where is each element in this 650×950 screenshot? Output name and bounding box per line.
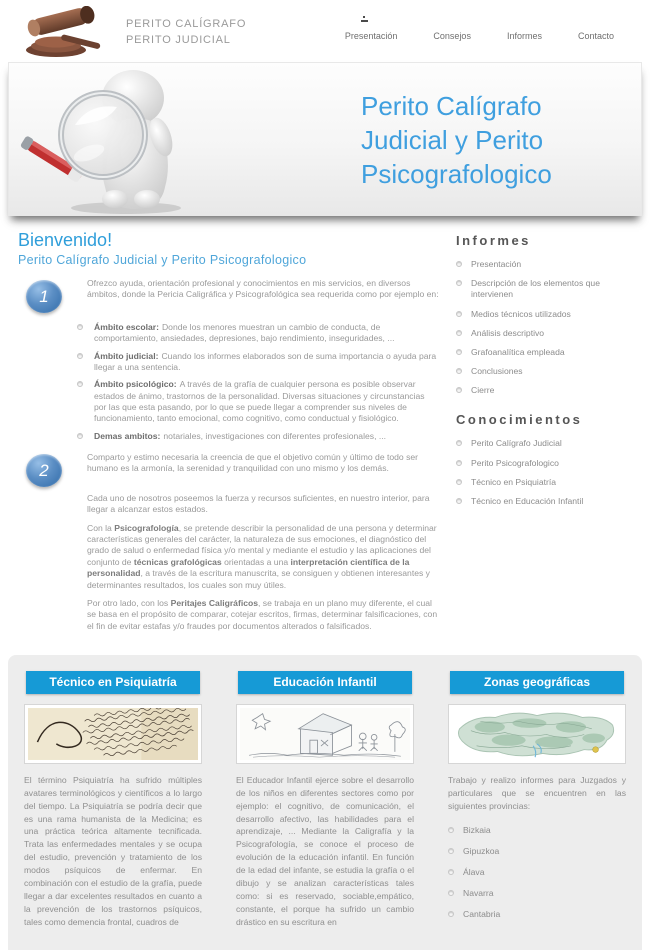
hero-title-line-1: Perito Calígrafo xyxy=(361,91,542,121)
sidebar-item-analisis[interactable] xyxy=(456,328,631,339)
ambito-text xyxy=(94,351,439,374)
circle-bullet-icon xyxy=(456,330,462,336)
nav-item-consejos[interactable] xyxy=(433,31,471,41)
bottom-panels xyxy=(8,655,642,950)
panel-psiquiatria-title[interactable]: Técnico en Psiquiatría xyxy=(26,671,200,694)
sidebar-item-cierre[interactable] xyxy=(456,385,631,396)
circle-bullet-icon xyxy=(448,890,454,896)
sidebar-item-medios[interactable] xyxy=(456,309,631,320)
list-item xyxy=(77,322,439,345)
ambito-lead: Demas ambitos: xyxy=(94,430,161,441)
ambito-desc: Donde los menores muestran un cambio de conducta, de comportamiento, ansiedades, depresiones, bajo rendimiento, inseguridades, ... xyxy=(94,322,395,344)
hero-title-line-3: Psicografologico xyxy=(361,159,552,189)
main-content xyxy=(0,216,650,639)
sidebar-item-label: Técnico en Psiquiatría xyxy=(471,476,557,487)
panel-zonas xyxy=(448,671,626,930)
circle-bullet-icon xyxy=(77,353,83,359)
list-item xyxy=(77,379,439,424)
circle-bullet-icon xyxy=(456,387,462,393)
provinces-list xyxy=(448,825,626,919)
province-item-cantabria xyxy=(448,909,626,919)
handwriting-image xyxy=(24,704,202,764)
point-2-paragraph: Comparto y estimo necesaria la creencia de que el objetivo común y último de todo ser humano es la armonía, la serenidad y tranquilidad con uno mismo y los demás. xyxy=(87,452,419,474)
province-label: Navarra xyxy=(463,887,494,898)
nav-item-presentacion[interactable] xyxy=(345,31,398,41)
page-title: Bienvenido! xyxy=(18,230,113,250)
paragraph-peritajes: Por otro lado, con los Peritajes Caligráficos, se trabaja en un plano muy diferente, el cual se basa en el propósito de comparar, cotejar escritos, firmas, determinar falsificaciones, con el fin de evitar estafas y/o fraudes por documentos alterados o falsificados. xyxy=(87,597,438,631)
circle-bullet-icon xyxy=(456,261,462,267)
sidebar-item-conclusiones[interactable] xyxy=(456,366,631,377)
circle-bullet-icon xyxy=(448,869,454,875)
panel-educacion-text: El Educador Infantil ejerce sobre el desarrollo de los niños en diferentes sectores como por ejemplo: el cognitivo, de comunicación, el desarrollo afectivo, las habilidades para el aprendizaje, ... Mediante la Caligrafía y la Psicografología, se conoce el proceso de evolución de la educación infantil. En función de la edad del infante, se estudia la grafía o el dibujo y se analizan características tales como: si es reservado, sociable,empático, constante, el porque ha sufrido un cambio drástico en su escritura en xyxy=(236,774,414,927)
hero-title xyxy=(361,89,552,191)
numbered-point-2 xyxy=(18,452,442,487)
child-drawing-image xyxy=(236,704,414,764)
sidebar-item-descripcion[interactable] xyxy=(456,278,631,300)
numbered-point-1 xyxy=(18,278,442,313)
paragraph-psicografologia: Con la Psicografología, se pretende describir la personalidad de una persona y determinar características generales del carácter, la naturaleza de sus emociones, el diagnóstico del grado de salud o enfermedad física y/o mental y mediante el estudio y las aplicaciones del conjunto de técnicas grafológicas orientadas a una interpretación científica de la personalidad, a través de la escritura manuscrita, se consiguen y obtienen interesantes y determinantes resultados, los cuales son muy útiles. xyxy=(87,522,437,590)
circle-bullet-icon xyxy=(456,368,462,374)
sidebar xyxy=(456,230,640,639)
circle-bullet-icon xyxy=(77,433,83,439)
ambito-lead: Ámbito escolar: xyxy=(94,322,159,332)
circle-bullet-icon xyxy=(77,324,83,330)
nav-label: Consejos xyxy=(433,31,471,41)
sidebar-item-label: Perito Psicografologico xyxy=(471,457,559,468)
province-item-alava xyxy=(448,867,626,877)
circle-bullet-icon xyxy=(456,460,462,466)
circle-bullet-icon xyxy=(456,311,462,317)
ambito-lead: Ámbito psicológico: xyxy=(94,379,177,390)
welcome-column xyxy=(18,230,442,639)
logo-line-2: PERITO JUDICIAL xyxy=(126,34,231,46)
panel-zonas-title[interactable]: Zonas geográficas xyxy=(450,671,624,694)
list-item xyxy=(77,351,439,374)
conocimientos-list xyxy=(456,438,640,507)
list-item xyxy=(77,431,439,442)
circle-bullet-icon xyxy=(456,440,462,446)
ambito-text xyxy=(94,322,439,345)
ambito-desc: A través de la grafía de cualquier persona es posible observar estados de ánimo, trastornos de la personalidad. Diversas situaciones y circunstancias por las que esta pasando, por lo que se puede llegar a comprender sus niveles de funcionamiento, tanto emocional, como cognitivo, como conductual y fisiológico. xyxy=(94,379,425,424)
sidebar-item-label: Conclusiones xyxy=(471,366,523,377)
hero-banner xyxy=(8,62,642,216)
panel-zonas-text: Trabajo y realizo informes para Juzgados y particulares que se encuentren en las siguientes provincias: xyxy=(448,774,626,811)
gavel-icon xyxy=(14,6,110,58)
nav-label: Presentación xyxy=(344,31,398,41)
sidebar-title-conocimientos: Conocimientos xyxy=(456,412,583,428)
number-badge-2: 2 xyxy=(26,454,62,487)
circle-bullet-icon xyxy=(448,848,454,854)
ambito-text xyxy=(94,379,439,424)
ambito-desc: notariales, investigaciones con diferentes profesionales, ... xyxy=(163,430,387,441)
nav-label: Contacto xyxy=(577,31,614,41)
province-label: Gipuzkoa xyxy=(463,845,500,856)
nav-label: Informes xyxy=(506,31,542,41)
page-subtitle: Perito Calígrafo Judicial y Perito Psicografologico xyxy=(18,253,307,267)
panel-psiquiatria-text: El término Psiquiatría ha sufrido múltiples avatares terminológicos y científicos a lo largo del tiempo. La Psiquiatría se podría decir que es una rama humanista de la Medicina; es una práctica teórica altamente tecnificada. Trata las enfermedades mentales y se ocupa del estudio, prevención y tratamiento de los modos psíquicos de enfermar. En combinación con el estudio de la grafía, puede llegar a dar excelentes resultados en cuanto a la prevención de los trastornos psíquicos, tales como demencia frontal, cuadros de xyxy=(24,774,202,927)
sidebar-item-label: Grafoanalítica empleada xyxy=(471,346,565,357)
nav-item-contacto[interactable] xyxy=(578,31,614,41)
sidebar-item-label: Cierre xyxy=(471,385,495,396)
site-logo-text xyxy=(126,16,246,48)
ambitos-list xyxy=(77,322,442,442)
province-item-bizkaia xyxy=(448,825,626,835)
intro-paragraph: Ofrezco ayuda, orientación profesional y conocimientos en mis servicios, en diversos ámbitos, donde la Pericia Caligráfica y Psicografológica sea requerida como por ejemplo en: xyxy=(87,278,439,300)
circle-bullet-icon xyxy=(456,349,462,355)
sidebar-item-presentacion[interactable] xyxy=(456,259,631,270)
panel-psiquiatria xyxy=(24,671,202,930)
province-label: Bizkaia xyxy=(463,824,491,835)
paragraph-fuerza: Cada uno de nosotros poseemos la fuerza y recursos suficientes, en nuestro interior, para llegar a alcanzar estos estados. xyxy=(87,493,430,515)
sidebar-item-tecnico-educacion[interactable] xyxy=(456,496,631,507)
header xyxy=(0,0,650,62)
circle-bullet-icon xyxy=(456,479,462,485)
sidebar-item-perito-caligrafo[interactable] xyxy=(456,438,631,449)
sidebar-item-label: Perito Calígrafo Judicial xyxy=(471,438,562,449)
sidebar-title-informes: Informes xyxy=(456,233,531,248)
number-badge-1: 1 xyxy=(26,280,62,313)
sidebar-item-label: Técnico en Educación Infantil xyxy=(471,495,584,506)
main-nav xyxy=(345,31,636,41)
point-1-body xyxy=(87,278,442,313)
hero-title-line-2: Judicial y Perito xyxy=(361,125,544,155)
circle-bullet-icon xyxy=(448,911,454,917)
panel-educacion-title[interactable]: Educación Infantil xyxy=(238,671,412,694)
circle-bullet-icon xyxy=(456,498,462,504)
logo-line-1: PERITO CALÍGRAFO xyxy=(126,18,247,30)
province-item-gipuzkoa xyxy=(448,846,626,856)
sidebar-item-label: Análisis descriptivo xyxy=(471,327,545,338)
ambito-lead: Ámbito judicial: xyxy=(94,350,159,361)
circle-bullet-icon xyxy=(456,280,462,286)
map-image xyxy=(448,704,626,764)
sidebar-item-label: Medios técnicos utilizados xyxy=(471,308,571,319)
sidebar-item-label: Presentación xyxy=(471,259,522,269)
informes-list xyxy=(456,259,640,396)
province-label: Cantabria xyxy=(463,908,501,919)
panel-educacion xyxy=(236,671,414,930)
point-2-body xyxy=(87,452,442,487)
ambito-desc: Cuando los informes elaborados son de suma importancia o ayuda para llegar a una sentencia. xyxy=(94,350,437,373)
sidebar-item-grafoanalitica[interactable] xyxy=(456,347,631,358)
active-tab-marker-icon xyxy=(361,20,368,22)
nav-item-informes[interactable] xyxy=(507,31,542,41)
province-item-navarra xyxy=(448,888,626,898)
sidebar-item-label: Descripción de los elementos que intervienen xyxy=(471,278,600,300)
circle-bullet-icon xyxy=(77,381,83,387)
province-label: Álava xyxy=(463,866,485,877)
circle-bullet-icon xyxy=(448,827,454,833)
sidebar-item-perito-psico[interactable] xyxy=(456,458,631,469)
sidebar-item-tecnico-psiquiatria[interactable] xyxy=(456,477,631,488)
figure-with-magnifier-icon xyxy=(11,65,226,215)
ambito-text xyxy=(94,431,386,442)
